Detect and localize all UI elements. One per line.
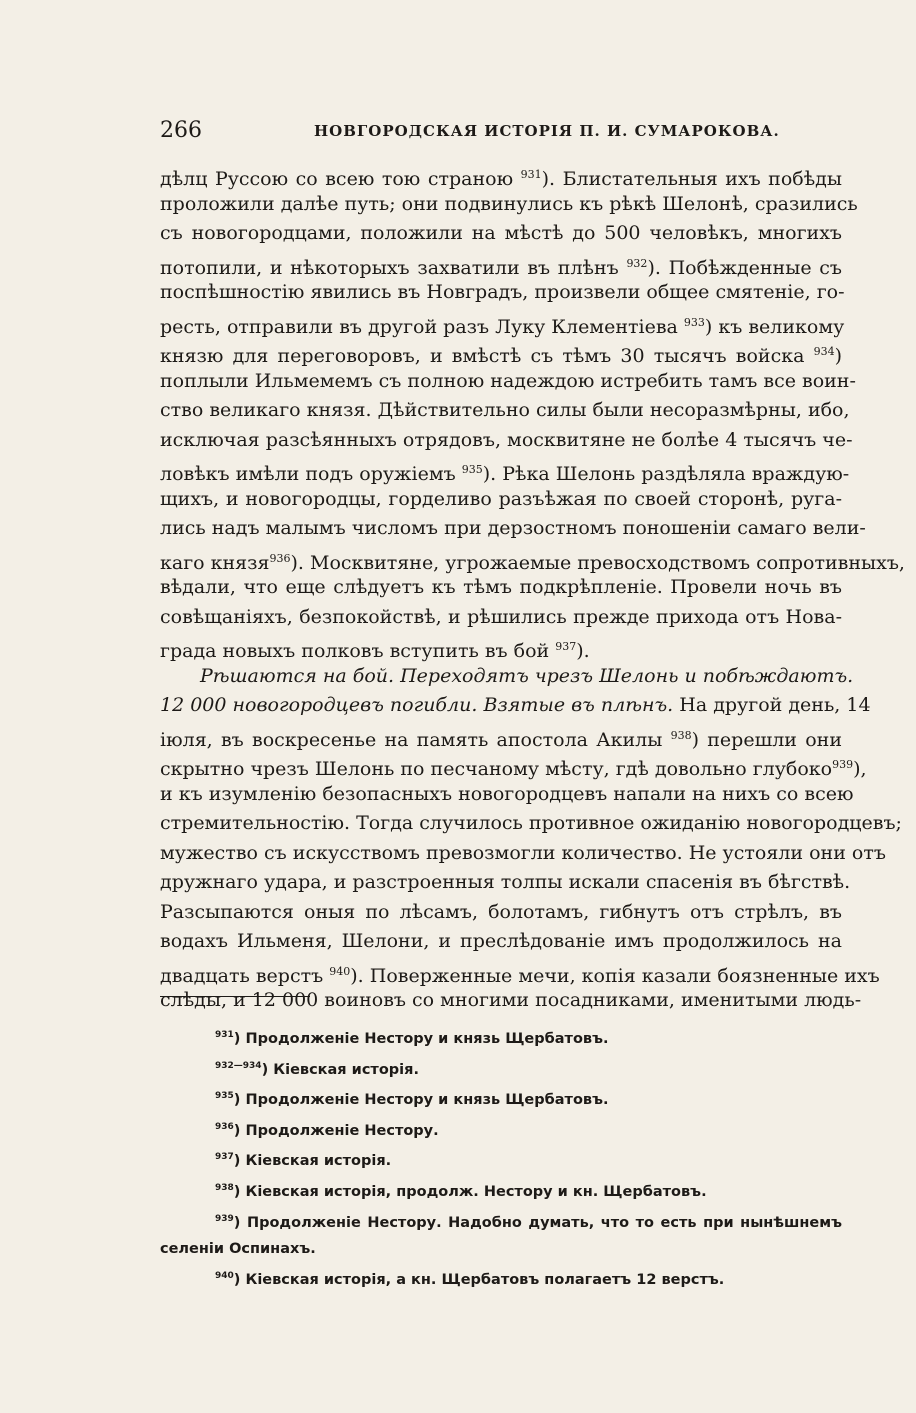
footnote: $^{938}$) Кіевская исторія, продолж. Нестору и кн. Щербатовъ. [215,1182,707,1200]
text-line: потопили, и нѣкоторыхъ захватили въ плѣнъ $^{932}$). Побѣжденные съ [160,256,842,279]
footnote: $^{939}$) Продолженіе Нестору. Надобно думать, что то есть при нынѣшнемъ [215,1213,842,1231]
text-line: 12 000 новогородцевъ погибли. Взятые въ плѣнъ. На другой день, 14 [160,694,871,716]
text-line: проложили далѣе путь; они подвинулись къ рѣкѣ Шелонѣ, сразились [160,192,858,215]
footnote-ref[interactable]: 940 [329,964,351,978]
text-line: дѣлц Руссою со всею тою страною $^{931}$). Блистательныя ихъ побѣды [160,168,842,190]
text-line: Разсыпаются оныя по лѣсамъ, болотамъ, гибнутъ отъ стрѣлъ, въ [160,900,842,923]
footnote-ref[interactable]: 931 [520,168,542,181]
text-line: мужество съ искусствомъ превозмогли количество. Не устояли они отъ [160,841,886,864]
footnote-mark: 935 [215,1091,234,1102]
text-line: и къ изумленію безопасныхъ новогородцевъ напали на нихъ со всею [160,782,854,805]
text-line: съ новогородцами, положили на мѣстѣ до 500 человѣкъ, многихъ [160,222,842,244]
footnote-mark: 931 [215,1030,234,1040]
text-line: поплыли Ильмемемъ съ полною надеждою истребить тамъ все воин- [160,369,856,392]
footnote-divider [160,996,310,997]
text-line: слѣды, и 12 000 воиновъ со многими посадниками, именитыми людь- [160,989,862,1011]
main-text [160,160,905,1016]
text-line: града новыхъ полковъ вступить въ бой $^{937}$). [160,640,590,662]
footnote-mark: 936 [215,1121,234,1132]
running-title: НОВГОРОДСКАЯ ИСТОРІЯ П. И. СУМАРОКОВА. [314,122,780,140]
footnote: $^{940}$) Кіевская исторія, а кн. Щербатовъ полагаетъ 12 верстъ. [215,1270,725,1288]
page-header [160,118,842,148]
text-line: ловѣкъ имѣли подъ оружіемъ $^{935}$). Рѣка Шелонь раздѣляла враждую- [160,463,850,485]
text-line: вѣдали, что еще слѣдуетъ къ тѣмъ подкрѣпленіе. Провели ночь въ [160,576,842,598]
footnote-mark: 932—934 [215,1060,262,1071]
footnote-ref[interactable]: 939 [832,758,854,771]
text-line: скрытно чрезъ Шелонь по песчаному мѣсту, гдѣ довольно глубоко$^{939}$), [160,758,867,780]
footnote-ref[interactable]: 935 [461,463,483,476]
footnotes [160,1022,842,1293]
footnote-ref[interactable]: 937 [555,640,577,653]
text-line: іюля, въ воскресенье на память апостола Акилы $^{938}$) перешли они [160,728,842,751]
text-line: каго князя$^{936}$). Москвитяне, угрожаемые превосходствомъ сопротивныхъ, [160,551,905,574]
text-line: ство великаго князя. Дѣйствительно силы были несоразмѣрны, ибо, [160,399,850,421]
footnote: $^{931}$) Продолженіе Нестору и князь Щербатовъ. [215,1030,609,1047]
text-line: двадцать верстъ $^{940}$). Поверженные мечи, копія казали боязненные ихъ [160,964,880,987]
footnote-mark: 938 [215,1182,234,1193]
text-line: стремительностію. Тогда случилось противное ожиданію новогородцевъ; [160,812,902,834]
footnote-ref[interactable]: 933 [683,315,705,329]
text-line: поспѣшностію явились въ Новградъ, произвели общее смятеніе, го- [160,281,845,303]
marginal-heading-cont: 12 000 новогородцевъ погибли. Взятые въ плѣнъ. [160,694,674,716]
footnote-mark: 939 [215,1213,234,1224]
footnote: $^{935}$) Продолженіе Нестору и князь Щербатовъ. [215,1091,609,1109]
text-line: ресть, отправили въ другой разъ Луку Клементіева $^{933}$) къ великому [160,315,845,338]
text-line: лись надъ малымъ числомъ при дерзостномъ поношеніи самаго вели- [160,517,866,539]
footnote-ref[interactable]: 934 [813,345,835,358]
footnote: $^{932—934}$) Кіевская исторія. [215,1060,419,1078]
text-line: водахъ Ильменя, Шелони, и преслѣдованіе имъ продолжилось на [160,930,842,952]
text-line: исключая разсѣянныхъ отрядовъ, москвитяне не болѣе 4 тысячъ че- [160,428,853,451]
marginal-heading: Рѣшаются на бой. Переходятъ чрезъ Шелонь и побѣждаютъ. [200,664,854,687]
text-line: щихъ, и новогородцы, горделиво разъѣжая по своей сторонѣ, руга- [160,487,842,510]
footnote-continuation: селеніи Оспинахъ. [160,1241,316,1258]
text-line: дружнаго удара, и разстроенныя толпы искали спасенія въ бѣгствѣ. [160,871,851,893]
footnote: $^{937}$) Кіевская исторія. [215,1152,392,1170]
page-number: 266 [160,118,202,143]
footnote-ref[interactable]: 938 [670,728,692,742]
footnote-mark: 940 [215,1270,234,1281]
footnote-ref[interactable]: 936 [269,551,291,565]
text-line: совѣщаніяхъ, безпокойствѣ, и рѣшились прежде прихода отъ Нова- [160,605,842,628]
footnote-mark: 937 [215,1152,234,1163]
text-line: князю для переговоровъ, и вмѣстѣ съ тѣмъ 30 тысячъ войска $^{934}$) [160,345,843,367]
footnote: $^{936}$) Продолженіе Нестору. [215,1121,439,1139]
footnote-ref[interactable]: 932 [626,256,648,270]
